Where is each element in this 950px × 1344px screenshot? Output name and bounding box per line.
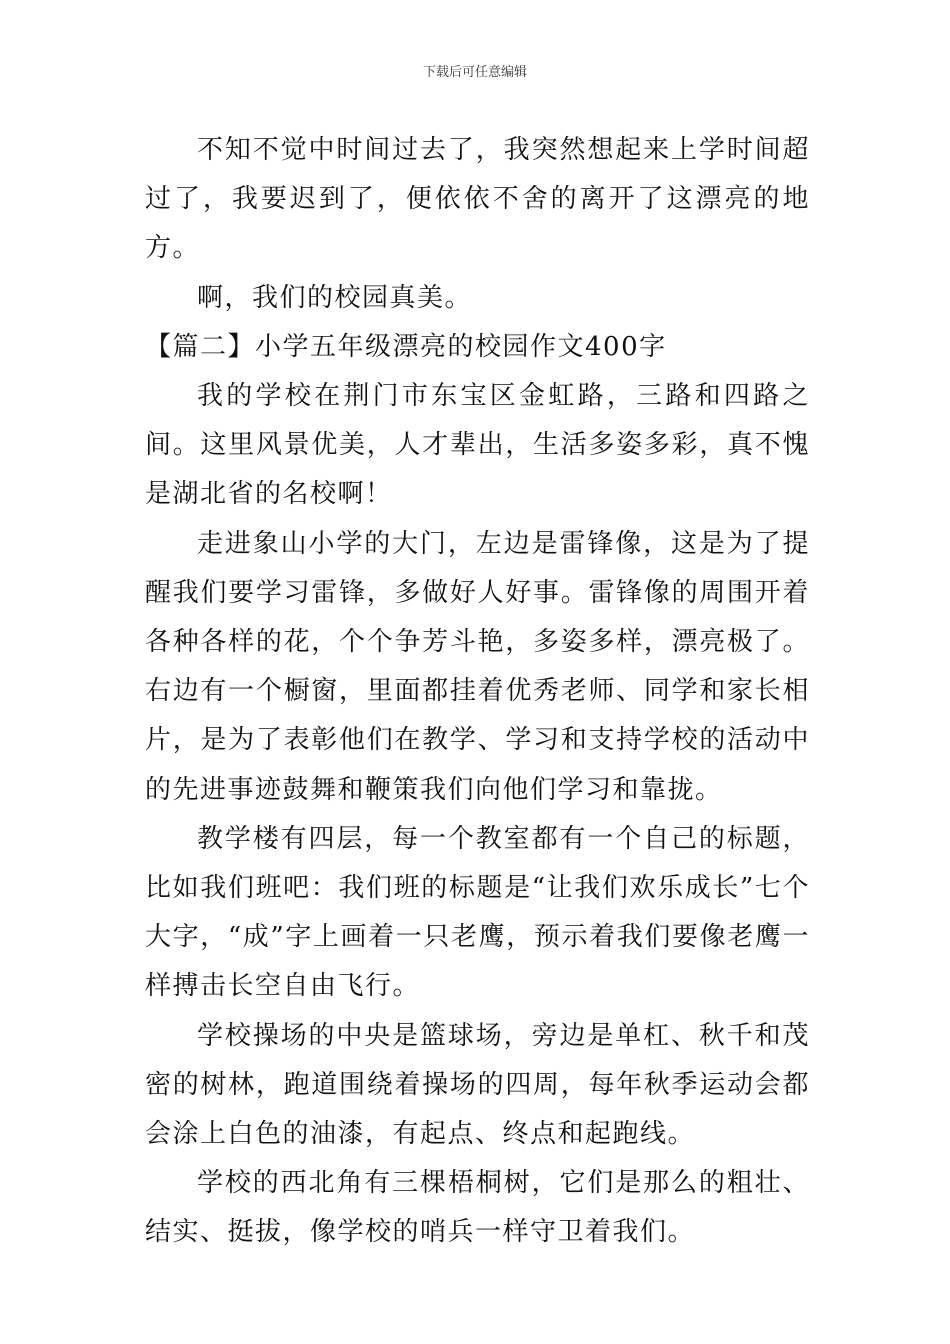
paragraph: 教学楼有四层，每一个教室都有一个自己的标题，比如我们班吧：我们班的标题是“让我们欢乐成长”七个大字，“成”字上画着一只老鹰，预示着我们要像老鹰一样搏击长空自由飞行。	[145, 823, 810, 1002]
paragraph: 我的学校在荆门市东宝区金虹路，三路和四路之间。这里风景优美，人才辈出，生活多姿多彩，真不愧是湖北省的名校啊！	[145, 381, 810, 510]
paragraph: 学校操场的中央是篮球场，旁边是单杠、秋千和茂密的树林，跑道围绕着操场的四周，每年秋季运动会都会涂上白色的油漆，有起点、终点和起跑线。	[145, 1020, 810, 1150]
paragraph: 啊，我们的校园真美。	[197, 282, 473, 313]
page-header: 下载后可任意编辑	[422, 65, 527, 80]
paragraph: 学校的西北角有三棵梧桐树，它们是那么的粗壮、结实、挺拔，像学校的哨兵一样守卫着我们。	[145, 1168, 810, 1248]
section-heading: 【篇二】小学五年级漂亮的校园作文400字	[145, 331, 667, 362]
paragraph: 不知不觉中时间过去了，我突然想起来上学时间超过了，我要迟到了，便依依不舍的离开了这漂亮的地方。	[145, 135, 810, 264]
paragraph: 走进象山小学的大门，左边是雷锋像，这是为了提醒我们要学习雷锋，多做好人好事。雷锋像的周围开着各种各样的花，个个争芳斗艳，多姿多样，漂亮极了。右边有一个橱窗，里面都挂着优秀老师、同学和家长相片，是为了表彰他们在教学、学习和支持学校的活动中的先进事迹鼓舞和鞭策我们向他们学习和靠拢。	[145, 528, 810, 805]
document-body	[145, 126, 810, 1258]
